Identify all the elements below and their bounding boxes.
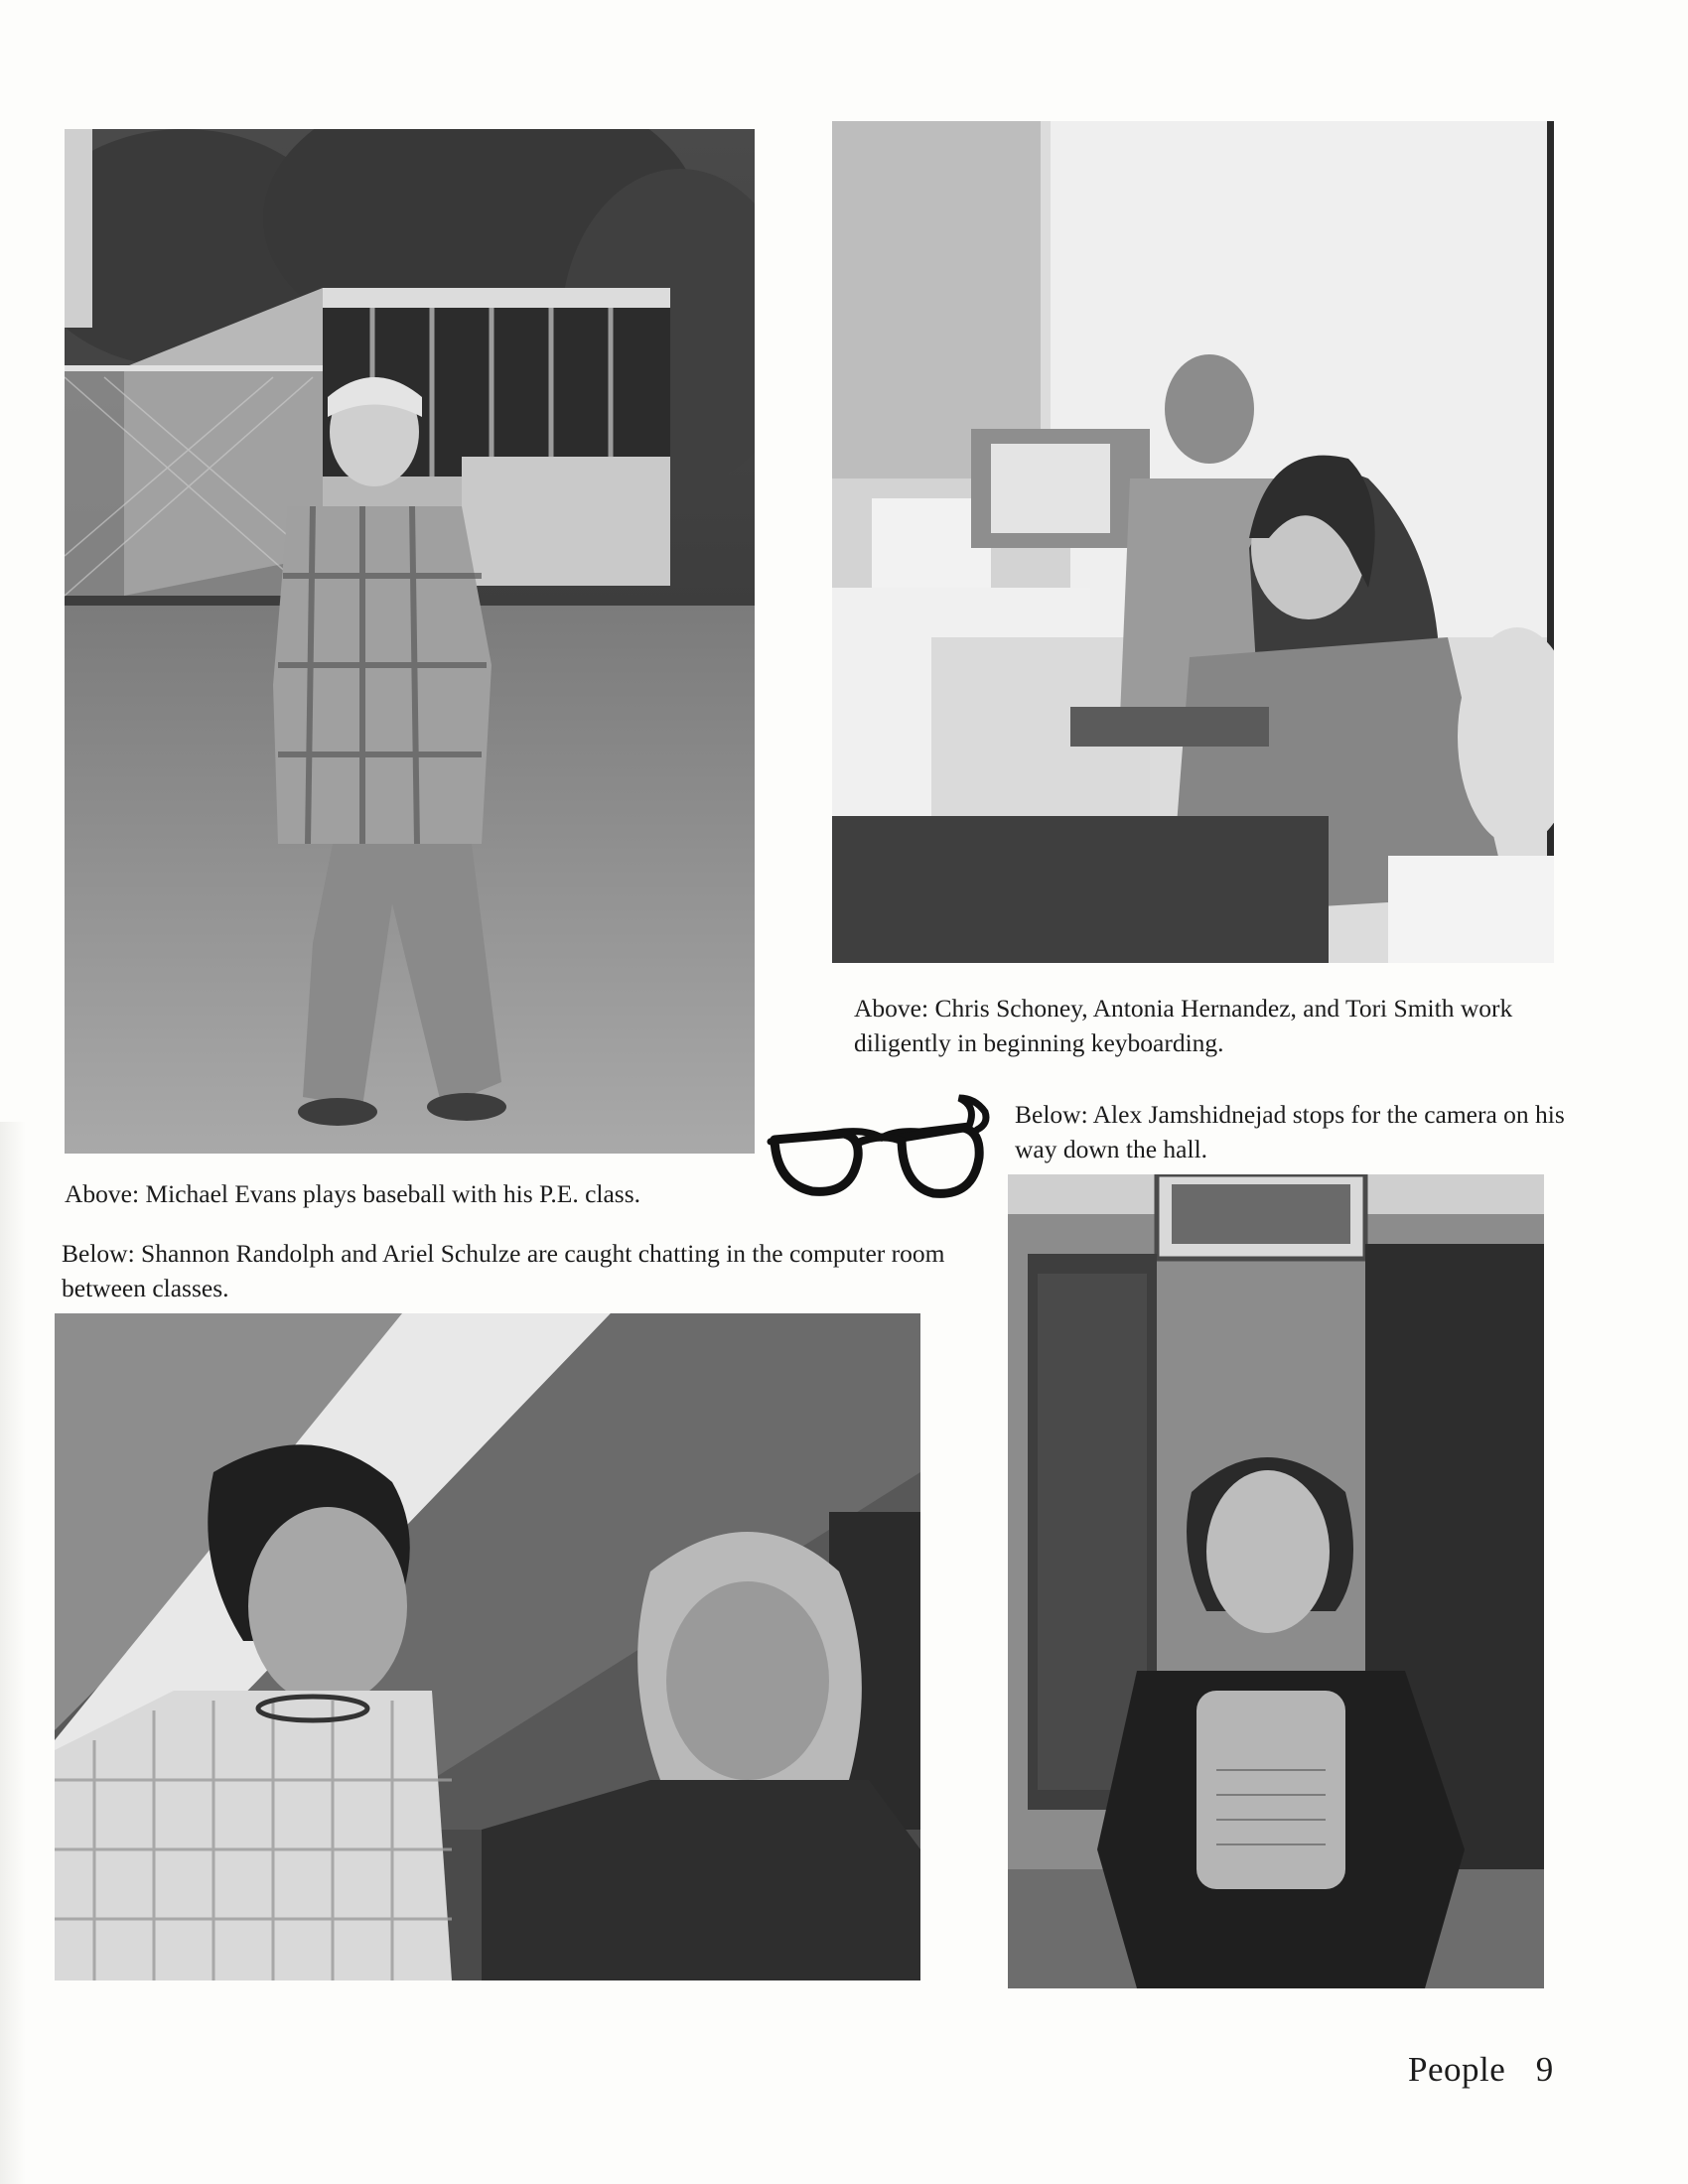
caption-alex: Below: Alex Jamshidnejad stops for the camera on his way down the hall. — [1015, 1100, 1565, 1163]
photo-michael-evans-image — [65, 129, 755, 1154]
photo-michael-evans — [65, 129, 755, 1154]
eyeglasses-icon — [765, 1092, 993, 1201]
caption-keyboarding: Above: Chris Schoney, Antonia Hernandez, and Tori Smith work diligently in beginning keyboarding. — [854, 994, 1513, 1057]
page-folio — [1408, 2050, 1554, 2090]
folio-section: People — [1408, 2050, 1506, 2089]
caption-michael: Above: Michael Evans plays baseball with his P.E. class. — [65, 1179, 641, 1208]
photo-keyboarding-class-image — [832, 121, 1554, 963]
photo-shannon-ariel — [55, 1313, 920, 1980]
scan-margin-shadow — [0, 1122, 26, 2184]
photo-alex-hallway — [1008, 1174, 1544, 1988]
photo-alex-hallway-image — [1008, 1174, 1544, 1988]
folio-page-number: 9 — [1535, 2050, 1554, 2089]
photo-keyboarding-class — [832, 121, 1554, 963]
photo-shannon-ariel-image — [55, 1313, 920, 1980]
caption-shannon-ariel: Below: Shannon Randolph and Ariel Schulze are caught chatting in the computer room between classes. — [62, 1239, 945, 1302]
